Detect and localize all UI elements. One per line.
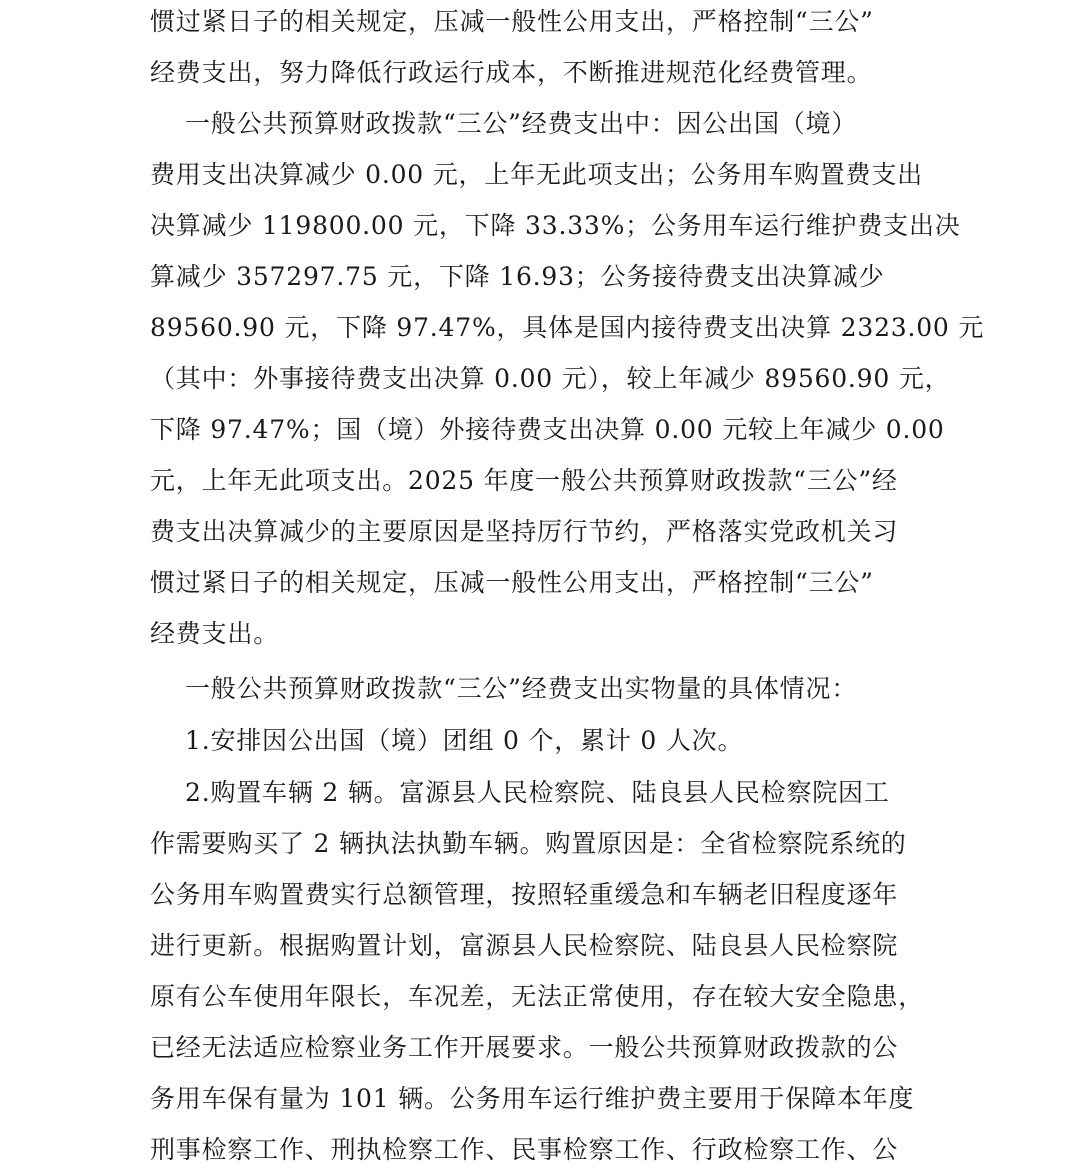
- text-line: 已经无法适应检察业务工作开展要求。一般公共预算财政拨款的公: [150, 1033, 899, 1062]
- paragraph-start: 一般公共预算财政拨款“三公”经费支出实物量的具体情况：: [150, 674, 858, 703]
- text-line: 费支出决算减少的主要原因是坚持厉行节约，严格落实党政机关习: [150, 517, 899, 546]
- text-line: 刑事检察工作、刑执检察工作、民事检察工作、行政检察工作、公: [150, 1135, 899, 1164]
- text-line: 惯过紧日子的相关规定，压减一般性公用支出，严格控制“三公”: [150, 568, 874, 597]
- text-line: 进行更新。根据购置计划，富源县人民检察院、陆良县人民检察院: [150, 931, 899, 960]
- text-line: 经费支出。: [150, 619, 280, 648]
- text-line: 公务用车购置费实行总额管理，按照轻重缓急和车辆老旧程度逐年: [150, 880, 899, 909]
- list-item: 1.安排因公出国（境）团组 0 个，累计 0 人次。: [150, 726, 744, 755]
- text-line: 费用支出决算减少 0.00 元，上年无此项支出；公务用车购置费支出: [150, 160, 923, 189]
- text-line: 算减少 357297.75 元，下降 16.93；公务接待费支出决算减少: [150, 262, 885, 291]
- text-line: 惯过紧日子的相关规定，压减一般性公用支出，严格控制“三公”: [150, 7, 874, 36]
- text-line: 作需要购买了 2 辆执法执勤车辆。购置原因是：全省检察院系统的: [150, 829, 907, 858]
- text-line: 经费支出，努力降低行政运行成本，不断推进规范化经费管理。: [150, 58, 873, 87]
- paragraph-start: 一般公共预算财政拨款“三公”经费支出中：因公出国（境）: [150, 109, 858, 138]
- text-line: 元，上年无此项支出。2025 年度一般公共预算财政拨款“三公”经: [150, 466, 898, 495]
- text-line: 决算减少 119800.00 元，下降 33.33%；公务用车运行维护费支出决: [150, 211, 961, 240]
- text-line: 务用车保有量为 101 辆。公务用车运行维护费主要用于保障本年度: [150, 1084, 915, 1113]
- text-line: 下降 97.47%；国（境）外接待费支出决算 0.00 元较上年减少 0.00: [150, 415, 945, 444]
- list-item: 2.购置车辆 2 辆。富源县人民检察院、陆良县人民检察院因工: [150, 778, 890, 807]
- text-line: 原有公车使用年限长，车况差，无法正常使用，存在较大安全隐患，: [150, 982, 925, 1011]
- text-line: 89560.90 元，下降 97.47%，具体是国内接待费支出决算 2323.00 元: [150, 313, 985, 342]
- text-line: （其中：外事接待费支出决算 0.00 元），较上年减少 89560.90 元，: [150, 364, 951, 393]
